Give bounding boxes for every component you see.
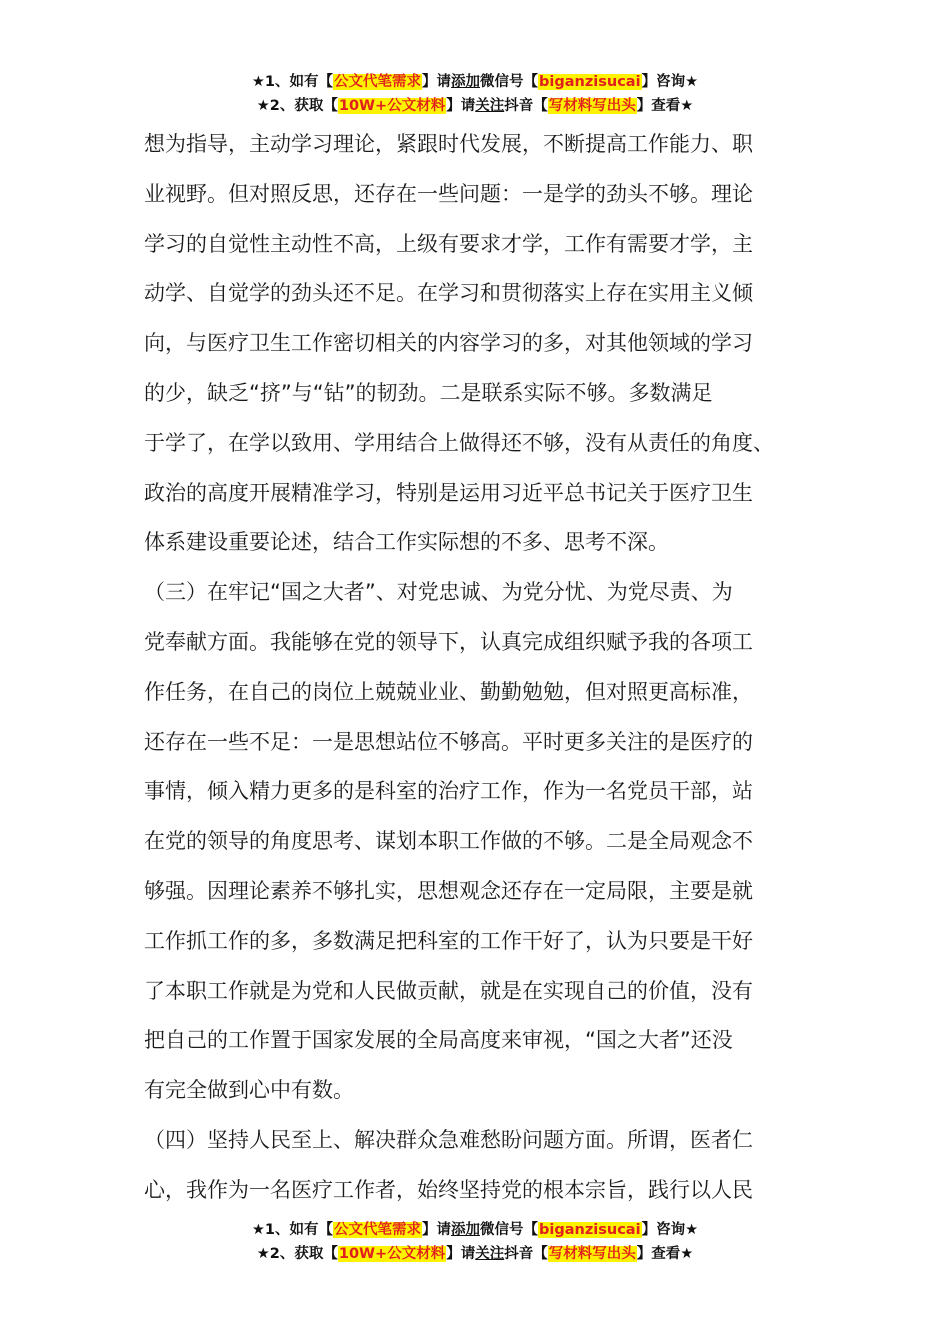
body-line: 作任务，在自己的岗位上兢兢业业、勤勤勉勉，但对照更高标准， (144, 679, 753, 704)
body-line: 政治的高度开展精准学习，特别是运用习近平总书记关于医疗卫生 (144, 480, 753, 505)
banner-highlight: 写材料写出头 (548, 98, 636, 114)
banner-highlight: biganzisucai (539, 74, 641, 90)
body-line: 于学了，在学以致用、学用结合上做得还不够，没有从责任的角度、 (144, 430, 774, 455)
banner-text: ★2、获取【 (256, 1246, 338, 1262)
header-banner (0, 70, 950, 118)
banner-text: 抖音【 (504, 1246, 548, 1262)
banner-underlined-text: 添加 (451, 74, 481, 90)
body-line: 想为指导，主动学习理论，紧跟时代发展，不断提高工作能力、职 (144, 132, 753, 156)
paragraph-heading-3: （三）在牢记“国之大者”、对党忠诚、为党分忧、为党尽责、为 (144, 580, 733, 605)
footer-banner-line-2 (0, 1242, 950, 1266)
footer-banner (0, 1218, 950, 1266)
body-line: 学习的自觉性主动性不高，上级有要求才学，工作有需要才学，主 (144, 231, 753, 256)
body-line: 的少，缺乏“挤”与“钻”的韧劲。二是联系实际不够。多数满足 (144, 380, 713, 405)
body-line: 有完全做到心中有数。 (144, 1078, 354, 1103)
banner-text: 抖音【 (504, 98, 548, 114)
banner-highlight: 公文代笔需求 (334, 74, 422, 90)
banner-text: 】请 (422, 1222, 452, 1238)
paragraph-heading-4: （四）坚持人民至上、解决群众急难愁盼问题方面。所谓，医者仁 (144, 1127, 753, 1152)
body-line: 事情，倾入精力更多的是科室的治疗工作，作为一名党员干部，站 (144, 779, 753, 804)
banner-text: 微信号【 (480, 1222, 539, 1238)
banner-underlined-text: 添加 (451, 1222, 481, 1238)
banner-text: 】请 (446, 98, 476, 114)
banner-text: 】请 (446, 1246, 476, 1262)
body-line: 向，与医疗卫生工作密切相关的内容学习的多，对其他领域的学习 (144, 331, 753, 356)
banner-highlight: biganzisucai (539, 1222, 641, 1238)
header-banner-line-2 (0, 94, 950, 118)
banner-highlight: 公文代笔需求 (334, 1222, 422, 1238)
banner-text: ★1、如有【 (251, 74, 334, 90)
banner-highlight: 10W+公文材料 (338, 98, 446, 114)
body-line: 了本职工作就是为党和人民做贡献，就是在实现自己的价值，没有 (144, 978, 753, 1003)
banner-text: 】查看★ (636, 1246, 694, 1262)
document-body (144, 120, 824, 1216)
banner-underlined-text: 关注 (475, 1246, 505, 1262)
body-line: 党奉献方面。我能够在党的领导下，认真完成组织赋予我的各项工 (144, 629, 753, 654)
body-line: 动学、自觉学的劲头还不足。在学习和贯彻落实上存在实用主义倾 (144, 281, 753, 306)
banner-underlined-text: 关注 (475, 98, 505, 114)
body-line: 够强。因理论素养不够扎实，思想观念还存在一定局限，主要是就 (144, 878, 753, 903)
banner-highlight: 写材料写出头 (548, 1246, 636, 1262)
banner-text: ★1、如有【 (251, 1222, 334, 1238)
banner-text: ★2、获取【 (256, 98, 338, 114)
body-line: 心，我作为一名医疗工作者，始终坚持党的根本宗旨，践行以人民 (144, 1177, 753, 1202)
header-banner-line-1 (0, 70, 950, 94)
body-line: 工作抓工作的多，多数满足把科室的工作干好了，认为只要是干好 (144, 928, 753, 953)
banner-text: 】查看★ (636, 98, 694, 114)
body-line: 把自己的工作置于国家发展的全局高度来审视，“国之大者”还没 (144, 1028, 733, 1053)
banner-text: 微信号【 (480, 74, 539, 90)
banner-highlight: 10W+公文材料 (338, 1246, 446, 1262)
body-line: 体系建设重要论述，结合工作实际想的不多、思考不深。 (144, 530, 669, 555)
body-line: 还存在一些不足：一是思想站位不够高。平时更多关注的是医疗的 (144, 729, 753, 754)
footer-banner-line-1 (0, 1218, 950, 1242)
body-line: 业视野。但对照反思，还存在一些问题：一是学的劲头不够。理论 (144, 181, 753, 206)
banner-text: 】咨询★ (641, 1222, 699, 1238)
body-line: 在党的领导的角度思考、谋划本职工作做的不够。二是全局观念不 (144, 829, 753, 854)
banner-text: 】请 (422, 74, 452, 90)
banner-text: 】咨询★ (641, 74, 699, 90)
